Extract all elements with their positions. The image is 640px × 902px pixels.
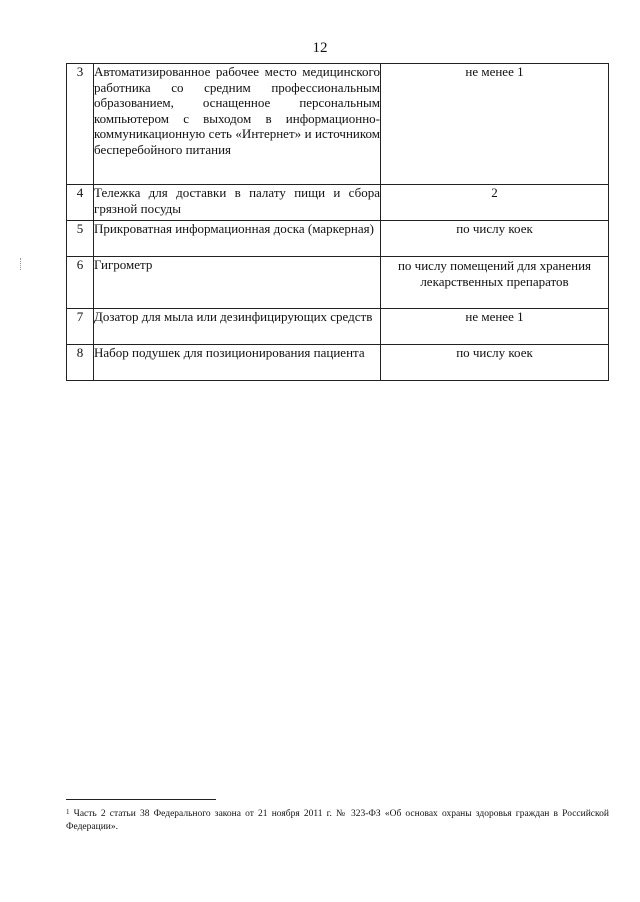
equipment-table [66,63,609,381]
row-number: 3 [67,64,94,185]
equipment-quantity: не менее 1 [381,64,609,185]
table-row [67,64,609,185]
table-row [67,221,609,257]
page-number: 12 [312,40,328,56]
row-number: 7 [67,309,94,345]
equipment-name: Тележка для доставки в палату пищи и сбора грязной посуды [94,185,381,221]
equipment-quantity: не менее 1 [381,309,609,345]
table-row [67,345,609,381]
equipment-quantity: по числу коек [381,221,609,257]
table-row [67,309,609,345]
table-row [67,185,609,221]
footnote [66,808,609,834]
equipment-quantity: по числу коек [381,345,609,381]
equipment-name: Набор подушек для позиционирования пациента [94,345,381,381]
row-number: 6 [67,257,94,309]
footnote-separator [66,799,216,800]
row-number: 5 [67,221,94,257]
equipment-name: Дозатор для мыла или дезинфицирующих средств [94,309,381,345]
equipment-name: Гигрометр [94,257,381,309]
equipment-quantity: по числу помещений для хранения лекарственных препаратов [381,257,609,309]
equipment-name: Автоматизированное рабочее место медицинского работника со средним профессиональным образованием, оснащенное персональным компьютером с выходом в информационно-коммуникационную сеть «Интернет» и источником бесперебойного питания [94,64,381,185]
row-number: 4 [67,185,94,221]
equipment-name: Прикроватная информационная доска (маркерная) [94,221,381,257]
table-row [67,257,609,309]
scan-mark [20,258,23,270]
footnote-text: Часть 2 статьи 38 Федерального закона от 21 ноября 2011 г. № 323-ФЗ «Об основах охраны здоровья граждан в Российской Федерации». [66,809,609,832]
footnote-marker: 1 [66,808,70,816]
row-number: 8 [67,345,94,381]
equipment-quantity: 2 [381,185,609,221]
